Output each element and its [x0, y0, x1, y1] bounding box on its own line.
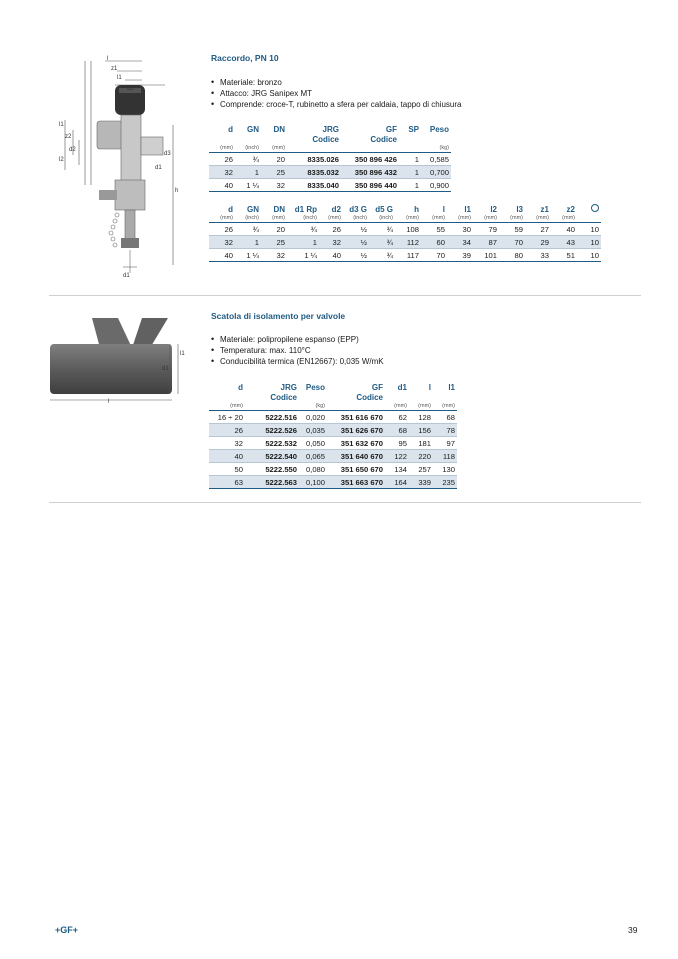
table-cell: 0,585: [421, 153, 451, 166]
table-cell: 25: [261, 236, 287, 249]
table-cell: 26: [209, 153, 235, 166]
drawing-label: h: [175, 188, 179, 194]
raccordo-codes-table: [209, 124, 451, 192]
table-cell: 29: [525, 236, 551, 249]
table-cell: 5222.550: [245, 463, 299, 476]
table-cell: 257: [409, 463, 433, 476]
col-header: Codice: [370, 134, 397, 144]
table-cell: 78: [433, 424, 457, 437]
col-header: DN: [273, 204, 285, 214]
col-header: [409, 392, 433, 402]
col-unit: (kg): [299, 402, 327, 411]
table-cell: ¾: [287, 223, 319, 236]
table-cell: 20: [261, 153, 287, 166]
table-cell: 122: [385, 450, 409, 463]
table-cell: 43: [551, 236, 577, 249]
table-cell: 80: [499, 249, 525, 262]
table-cell: 68: [433, 411, 457, 424]
col-unit: (mm): [261, 144, 287, 153]
table-cell: 117: [395, 249, 421, 262]
table-cell: 5222.526: [245, 424, 299, 437]
col-header: d5 G: [375, 204, 393, 214]
table-cell: 32: [319, 236, 343, 249]
table-row: [209, 476, 457, 489]
table-cell: 40: [209, 249, 235, 262]
table-cell: ¾: [235, 153, 261, 166]
table-cell: ¾: [369, 223, 395, 236]
col-header: [433, 392, 457, 402]
table-cell: ½: [343, 249, 369, 262]
col-header: GF: [371, 382, 383, 392]
bullet-item: • Conducibilità termica (EN12667): 0,035 W/mK: [211, 356, 384, 367]
col-header: d3 G: [349, 204, 367, 214]
table-cell: ½: [343, 223, 369, 236]
col-header: h: [414, 204, 419, 214]
col-unit: [245, 402, 299, 411]
drawing-label: d5: [127, 86, 134, 92]
table-row: [209, 236, 601, 249]
table-cell: 68: [385, 424, 409, 437]
col-header: d1: [397, 382, 407, 392]
col-header: SP: [408, 124, 419, 134]
col-unit: (inch): [235, 214, 261, 223]
table-cell: 39: [447, 249, 473, 262]
bullet-item: • Attacco: JRG Sanipex MT: [211, 88, 461, 99]
table-cell: 101: [473, 249, 499, 262]
table-cell: 16 ÷ 20: [209, 411, 245, 424]
table-row: [209, 424, 457, 437]
col-unit: [341, 144, 399, 153]
table-cell: 33: [525, 249, 551, 262]
table-cell: 30: [447, 223, 473, 236]
table-cell: ¾: [369, 249, 395, 262]
table-cell: 5222.563: [245, 476, 299, 489]
col-header: GN: [247, 204, 259, 214]
table-cell: 118: [433, 450, 457, 463]
table-cell: 350 896 440: [341, 179, 399, 192]
table-cell: 350 896 426: [341, 153, 399, 166]
col-header: l2: [490, 204, 497, 214]
table-cell: 108: [395, 223, 421, 236]
col-header: d1 Rp: [294, 204, 317, 214]
col-header: [399, 134, 421, 144]
drawing-label: d1: [123, 273, 130, 279]
table-cell: 0,035: [299, 424, 327, 437]
table-cell: 5222.532: [245, 437, 299, 450]
table-cell: 95: [385, 437, 409, 450]
table-cell: 1: [399, 166, 421, 179]
table-cell: ½: [343, 236, 369, 249]
col-header: Codice: [270, 392, 297, 402]
col-unit: [287, 144, 341, 153]
table-cell: 235: [433, 476, 457, 489]
table-cell: 32: [261, 179, 287, 192]
col-header: Codice: [356, 392, 383, 402]
table-cell: 1: [235, 236, 261, 249]
table-cell: 55: [421, 223, 447, 236]
table-cell: 351 663 670: [327, 476, 385, 489]
table-cell: 10: [577, 236, 601, 249]
col-unit: (inch): [369, 214, 395, 223]
table-cell: 10: [577, 223, 601, 236]
drawing-label: l: [108, 399, 110, 405]
table-cell: 0,065: [299, 450, 327, 463]
table-cell: 63: [209, 476, 245, 489]
col-header: GF: [385, 124, 397, 134]
table-cell: 112: [395, 236, 421, 249]
table-cell: 40: [551, 223, 577, 236]
table-cell: 79: [473, 223, 499, 236]
col-header: [421, 134, 451, 144]
table-cell: 181: [409, 437, 433, 450]
section-title-raccordo: Raccordo, PN 10: [211, 53, 279, 63]
table-cell: 87: [473, 236, 499, 249]
table-cell: 350 896 432: [341, 166, 399, 179]
table-cell: 51: [551, 249, 577, 262]
col-header: Peso: [429, 124, 449, 134]
section-divider: [49, 295, 641, 296]
col-header: [209, 134, 235, 144]
col-unit: (mm): [409, 402, 433, 411]
table-cell: 32: [209, 166, 235, 179]
valve-drawing: [55, 55, 190, 280]
table-cell: 32: [261, 249, 287, 262]
col-header: z1: [540, 204, 549, 214]
col-unit: (mm): [385, 402, 409, 411]
col-header: d: [238, 382, 243, 392]
col-header: d: [228, 124, 233, 134]
raccordo-dimensions-table: [209, 204, 601, 262]
table-cell: 0,700: [421, 166, 451, 179]
col-unit: (mm): [209, 144, 235, 153]
table-cell: 40: [209, 179, 235, 192]
table-cell: 1: [399, 179, 421, 192]
drawing-label: d3: [164, 151, 171, 157]
col-unit: (mm): [261, 214, 287, 223]
table-cell: 351 632 670: [327, 437, 385, 450]
table-cell: 0,050: [299, 437, 327, 450]
col-header: d2: [331, 204, 341, 214]
table-cell: 1 ¼: [235, 249, 261, 262]
table-cell: 8335.032: [287, 166, 341, 179]
col-unit: (mm): [209, 214, 235, 223]
drawing-label: l1: [117, 75, 122, 81]
table-cell: 62: [385, 411, 409, 424]
table-cell: 0,080: [299, 463, 327, 476]
col-unit: [577, 214, 601, 223]
drawing-label: d1: [162, 366, 169, 372]
table-cell: 34: [447, 236, 473, 249]
table-cell: 5222.516: [245, 411, 299, 424]
table-cell: ¾: [235, 223, 261, 236]
table-row: [209, 179, 451, 192]
col-header: [209, 392, 245, 402]
table-cell: 8335.026: [287, 153, 341, 166]
table-cell: 8335.040: [287, 179, 341, 192]
col-unit: (mm): [421, 214, 447, 223]
col-header: l: [428, 382, 431, 392]
drawing-label: l1: [59, 122, 64, 128]
drawing-label: d1: [155, 165, 162, 171]
table-cell: 1: [235, 166, 261, 179]
table-row: [209, 166, 451, 179]
col-unit: (mm): [319, 214, 343, 223]
col-header: [261, 134, 287, 144]
col-header: z2: [566, 204, 575, 214]
col-header: [299, 392, 327, 402]
section-title-scatola: Scatola di isolamento per valvole: [211, 311, 346, 321]
scatola-codes-table: [209, 382, 457, 489]
col-header: l3: [516, 204, 523, 214]
col-unit: (mm): [209, 402, 245, 411]
table-row: [209, 223, 601, 236]
table-cell: 70: [421, 249, 447, 262]
table-cell: 339: [409, 476, 433, 489]
col-unit: (mm): [473, 214, 499, 223]
col-unit: (kg): [421, 144, 451, 153]
table-row: [209, 153, 451, 166]
table-cell: 128: [409, 411, 433, 424]
table-cell: 26: [209, 424, 245, 437]
table-cell: 156: [409, 424, 433, 437]
col-header: Peso: [305, 382, 325, 392]
table-row: [209, 437, 457, 450]
col-header: l: [442, 204, 445, 214]
col-header: l1: [464, 204, 471, 214]
insulation-box-drawing: [40, 310, 195, 405]
col-unit: (mm): [395, 214, 421, 223]
table-cell: 134: [385, 463, 409, 476]
bullet-item: • Comprende: croce-T, rubinetto a sfera per caldaia, tappo di chiusura: [211, 99, 461, 110]
table-cell: 59: [499, 223, 525, 236]
ring-icon: [577, 204, 601, 214]
col-unit: (mm): [447, 214, 473, 223]
bullet-item: • Temperatura: max. 110°C: [211, 345, 384, 356]
table-cell: ¾: [369, 236, 395, 249]
raccordo-bullet-list: [211, 77, 461, 110]
col-unit: (inch): [287, 214, 319, 223]
table-cell: 0,100: [299, 476, 327, 489]
col-unit: (mm): [525, 214, 551, 223]
col-header: DN: [273, 124, 285, 134]
col-header: JRG: [280, 382, 297, 392]
table-cell: 20: [261, 223, 287, 236]
table-cell: 0,020: [299, 411, 327, 424]
table-cell: 220: [409, 450, 433, 463]
table-cell: 351 640 670: [327, 450, 385, 463]
table-cell: 1: [399, 153, 421, 166]
table-row: [209, 249, 601, 262]
table-cell: 70: [499, 236, 525, 249]
table-cell: 60: [421, 236, 447, 249]
table-cell: 10: [577, 249, 601, 262]
table-cell: 5222.540: [245, 450, 299, 463]
col-header: GN: [247, 124, 259, 134]
col-header: JRG: [322, 124, 339, 134]
bullet-item: • Materiale: bronzo: [211, 77, 461, 88]
col-header: Codice: [312, 134, 339, 144]
col-unit: [399, 144, 421, 153]
table-cell: 164: [385, 476, 409, 489]
table-cell: 1 ¼: [287, 249, 319, 262]
col-unit: (inch): [343, 214, 369, 223]
section-divider: [49, 502, 641, 503]
drawing-label: l2: [59, 157, 64, 163]
table-cell: 32: [209, 437, 245, 450]
table-cell: 25: [261, 166, 287, 179]
col-unit: (inch): [235, 144, 261, 153]
col-unit: (mm): [551, 214, 577, 223]
col-unit: [327, 402, 385, 411]
table-cell: 97: [433, 437, 457, 450]
table-cell: 351 616 670: [327, 411, 385, 424]
table-cell: 26: [209, 223, 235, 236]
table-cell: 40: [319, 249, 343, 262]
col-header: l1: [448, 382, 455, 392]
table-row: [209, 411, 457, 424]
col-unit: (mm): [433, 402, 457, 411]
table-cell: 40: [209, 450, 245, 463]
table-cell: 1 ¼: [235, 179, 261, 192]
table-cell: 27: [525, 223, 551, 236]
gf-logo: +GF+: [55, 925, 79, 935]
table-cell: 351 626 670: [327, 424, 385, 437]
table-cell: 26: [319, 223, 343, 236]
table-row: [209, 450, 457, 463]
drawing-label: z2: [65, 134, 72, 140]
col-header: [385, 392, 409, 402]
table-cell: 351 650 670: [327, 463, 385, 476]
drawing-label: l1: [180, 351, 185, 357]
table-cell: 0,900: [421, 179, 451, 192]
bullet-item: • Materiale: polipropilene espanso (EPP): [211, 334, 384, 345]
table-cell: 50: [209, 463, 245, 476]
drawing-label: z1: [111, 66, 118, 72]
table-row: [209, 463, 457, 476]
table-cell: 32: [209, 236, 235, 249]
col-header: [235, 134, 261, 144]
table-cell: 130: [433, 463, 457, 476]
drawing-label: d2: [69, 147, 76, 153]
col-header: d: [228, 204, 233, 214]
col-unit: (mm): [499, 214, 525, 223]
page-number: 39: [628, 925, 638, 935]
scatola-bullet-list: [211, 334, 384, 367]
table-cell: 1: [287, 236, 319, 249]
drawing-label: l: [107, 56, 109, 62]
